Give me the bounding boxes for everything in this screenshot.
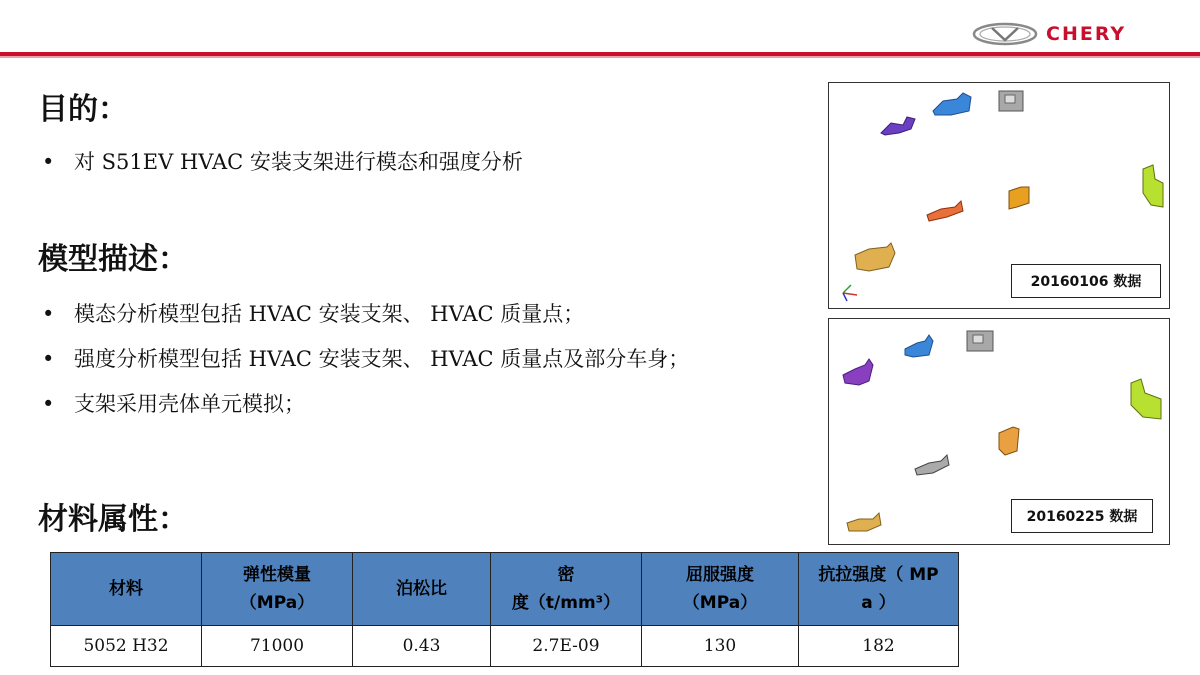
fe-model-panel-1 [828, 82, 1170, 309]
bullet-text: 支架采用壳体单元模拟； [74, 392, 305, 416]
table-row [51, 626, 959, 667]
header-yield-strength: 屈服强度 （MPa） [642, 553, 799, 626]
purpose-bullet [42, 146, 523, 176]
fe-model-panel-2 [828, 318, 1170, 545]
chery-logo-text: CHERY [1046, 23, 1127, 45]
material-heading: 材料属性： [38, 502, 188, 537]
chery-logo-icon [972, 22, 1038, 46]
header-poisson-ratio: 泊松比 [353, 553, 491, 626]
cell-elastic-modulus: 71000 [202, 626, 353, 667]
material-properties-table [50, 552, 959, 667]
model-bullet-1 [42, 298, 584, 328]
purpose-heading: 目的： [38, 92, 128, 127]
header-elastic-modulus: 弹性模量 （MPa） [202, 553, 353, 626]
cell-material: 5052 H32 [51, 626, 202, 667]
table-header-row [51, 553, 959, 626]
bullet-dot: • [42, 150, 55, 174]
cell-poisson-ratio: 0.43 [353, 626, 491, 667]
cell-density: 2.7E-09 [491, 626, 642, 667]
header-bar-shadow [0, 56, 1200, 58]
bullet-text: 模态分析模型包括 HVAC 安装支架、 HVAC 质量点； [74, 302, 585, 326]
header-tensile-strength: 抗拉强度（ MP a ） [799, 553, 959, 626]
header-material: 材料 [51, 553, 202, 626]
chery-logo [972, 20, 1172, 48]
header-density: 密 度（t/mm³） [491, 553, 642, 626]
panel-1-label: 20160106 数据 [1011, 264, 1161, 298]
bullet-dot: • [42, 392, 55, 416]
model-bullet-3 [42, 388, 305, 418]
cell-yield-strength: 130 [642, 626, 799, 667]
model-bullet-2 [42, 343, 689, 373]
panel-2-label: 20160225 数据 [1011, 499, 1153, 533]
bullet-text: 强度分析模型包括 HVAC 安装支架、 HVAC 质量点及部分车身； [74, 347, 690, 371]
bullet-dot: • [42, 347, 55, 371]
cell-tensile-strength: 182 [799, 626, 959, 667]
bullet-text: 对 S51EV HVAC 安装支架进行模态和强度分析 [74, 150, 523, 174]
model-heading: 模型描述： [38, 242, 188, 277]
bullet-dot: • [42, 302, 55, 326]
